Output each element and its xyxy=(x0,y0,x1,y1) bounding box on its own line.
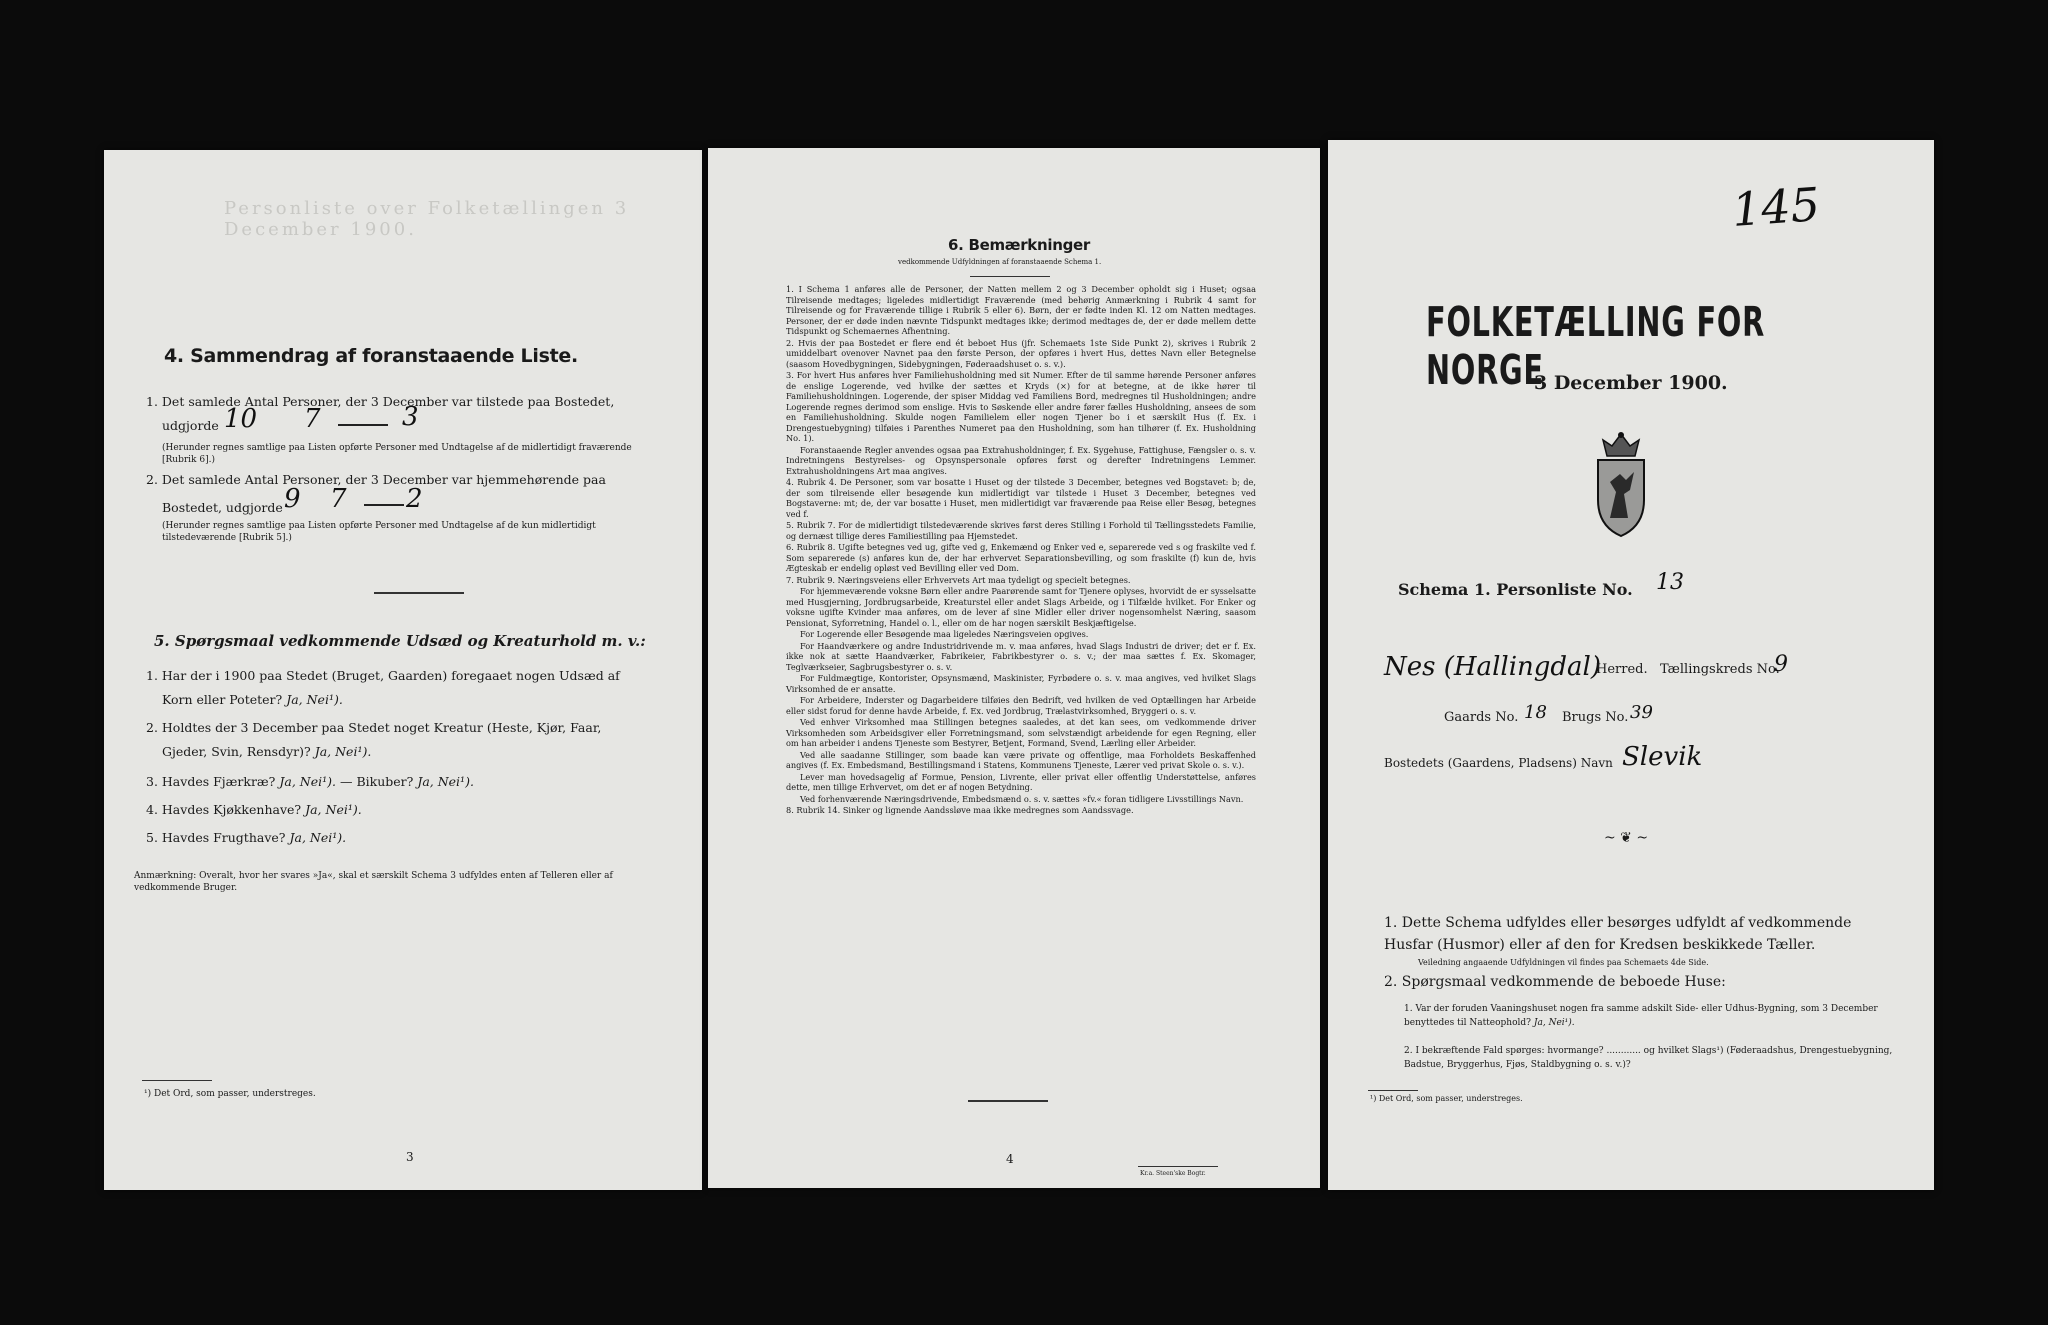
remark-paragraph: For Arbeidere, Inderster og Dagarbeidere tilføies den Bedrift, ved hvilken de ved Optællingen har Arbeide eller sidst forud for denne havde Arbeide, f. Ex. ved Jordbrug, Trælastvirksomhed, Bryggeri o. s. v. xyxy=(786,695,1256,716)
s5-q1-answer: Ja, Nei¹). xyxy=(286,692,343,707)
remark-paragraph: 6. Rubrik 8. Ugifte betegnes ved ug, gifte ved g, Enkemænd og Enker ved e, separerede ved s og fraskilte ved f. Som separerede (s) anføres kun de, der har erhvervet Separationsbevilling, og som fraskilte (f) kun de, hvis Ægteskab er endelig opløst ved Bevilling eller ved Dom. xyxy=(786,542,1256,573)
remark-paragraph: Lever man hovedsagelig af Formue, Pension, Livrente, eller privat eller offentlig Understøttelse, anføres dette, men tillige Erhvervet, om det er af nogen Betydning. xyxy=(786,771,1256,792)
section-5-title: 5. Spørgsmaal vedkommende Udsæd og Kreaturhold m. v.: xyxy=(154,632,646,650)
bosted-label: Bostedets (Gaardens, Pladsens) Navn xyxy=(1384,756,1613,770)
q2-text-a: 2. Det samlede Antal Personer, der 3 December var hjemmehørende paa xyxy=(146,472,606,487)
s5-q4-answer: Ja, Nei¹). xyxy=(305,802,362,817)
bosted-value: Slevik xyxy=(1622,742,1703,772)
brugs-label: Brugs No. xyxy=(1562,710,1629,725)
remark-paragraph: For Fuldmægtige, Kontorister, Opsynsmænd, Maskinister, Fyrbødere o. s. v. maa angives, ved hvilket Slags Virksomhed de er ansatte. xyxy=(786,673,1256,694)
handwritten-dash xyxy=(338,424,388,426)
section-4-title: 4. Sammendrag af foranstaaende Liste. xyxy=(164,345,578,367)
s5-q3-text: 3. Havdes Fjærkræ? xyxy=(146,774,276,789)
ghost-heading: Personliste over Folketællingen 3 December 1900. xyxy=(224,198,630,240)
page-4 xyxy=(708,148,1320,1188)
q1-value-total: 10 xyxy=(224,404,258,434)
remark-paragraph: 2. Hvis der paa Bostedet er flere end ét beboet Hus (jfr. Schemaets 1ste Side Punkt 2), skrives i Rubrik 2 umiddelbart ovenover Navnet paa den første Person, der opføres i hvert Hus, dettes Navn eller Betegnelse (saasom Hovedbygningen, Sidebygningen, Føderaadshuset o. s. v.). xyxy=(786,337,1256,369)
s5-q4-text: 4. Havdes Kjøkkenhave? xyxy=(146,802,302,817)
instruction-1-note: Veiledning angaaende Udfyldningen vil findes paa Schemaets 4de Side. xyxy=(1418,958,1709,967)
q1-note: (Herunder regnes samtlige paa Listen opførte Personer med Undtagelse af de midlertidigt fraværende [Rubrik 6].) xyxy=(162,443,632,466)
q2-value-men: 7 xyxy=(330,484,347,514)
s5-q2b xyxy=(162,740,371,764)
s5-q5-text: 5. Havdes Frugthave? xyxy=(146,830,286,845)
instruction-2-q1-answer: Ja, Nei¹). xyxy=(1533,1018,1575,1029)
s5-q4 xyxy=(146,798,362,822)
remark-paragraph: 5. Rubrik 7. For de midlertidigt tilstedeværende skrives først deres Stilling i Forhold til Tællingsstedets Familie, og dernæst tillige deres Familiestilling paa Hjemstedet. xyxy=(786,520,1256,541)
divider xyxy=(968,1100,1048,1102)
s5-q2-answer: Ja, Nei¹). xyxy=(314,744,372,759)
s5-q5 xyxy=(146,826,346,850)
remark-paragraph: 7. Rubrik 9. Næringsveiens eller Erhvervets Art maa tydeligt og specielt betegnes. xyxy=(786,574,1131,585)
q1-udgjorde: udgjorde xyxy=(162,418,219,433)
printer-rule xyxy=(1138,1166,1218,1167)
q1-value-women: 3 xyxy=(402,402,419,432)
ornament-icon: ~ ❦ ~ xyxy=(1604,830,1649,846)
remark-paragraph: Ved enhver Virksomhed maa Stillingen betegnes saaledes, at det kan sees, om vedkommende driver Virksomheden som Arbeidsgiver eller Forretningsmand, som selvstændigt arbeidende for egen Regning, eller om han arbeider i andens Tjeneste som Bestyrer, Betjent, Formand, Svend, Lærling eller Arbeider. xyxy=(786,717,1256,748)
s5-q2a: 2. Holdtes der 3 December paa Stedet noget Kreatur (Heste, Kjør, Faar, xyxy=(146,720,602,735)
schema-number: 13 xyxy=(1656,570,1684,595)
s5-q3-answer: Ja, Nei¹). xyxy=(279,774,336,789)
remark-paragraph: 8. Rubrik 14. Sinker og lignende Aandssløve maa ikke medregnes som Aandssvage. xyxy=(786,805,1134,815)
kreds-number: 9 xyxy=(1774,652,1788,677)
remark-paragraph: 4. Rubrik 4. De Personer, som var bosatte i Huset og der tilstede 3 December, betegnes ved Bogstavet: b; de, der som tilreisende eller besøgende kun midlertidigt var tilstede i Huset 3 December, betegnes ved Bogstaverne: mt; de, der var bosatte i Huset, men midlertidigt var fraværende paa Reise eller Besøg, betegnes ved f. xyxy=(786,477,1256,519)
handwritten-dash xyxy=(364,504,404,506)
s5-q1b xyxy=(162,688,343,712)
q2-note: (Herunder regnes samtlige paa Listen opførte Personer med Undtagelse af de kun midlertidigt tilstedeværende [Rubrik 5].) xyxy=(162,521,596,544)
footnote-rule xyxy=(142,1080,212,1081)
s5-q1b-text: Korn eller Poteter? xyxy=(162,692,283,707)
remark-paragraph: 1. I Schema 1 anføres alle de Personer, der Natten mellem 2 og 3 December opholdt sig i Huset; ogsaa Tilreisende medtages; ligeledes midlertidigt Fraværende (med behørig Anmærkning i Rubrik 4 samt for Tilreisende og for Fraværende tillige i Rubrik 5 eller 6). Børn, der er fødte inden Kl. 12 om Natten medtages. Personer, der er døde inden nævnte Tidspunkt medtages ikke; derimod medtages de, der er døde mellem dette Tidspunkt og Schemaernes Afhentning. xyxy=(786,284,1256,336)
instruction-2-q2: 2. I bekræftende Fald spørges: hvormange? ............ og hvilket Slags¹) (Føderaadshus, Drengestuebygning, Badstue, Bryggerhus, Fjøs, Staldbygning o. s. v.)? xyxy=(1404,1046,1893,1071)
remarks-subtitle: vedkommende Udfyldningen af foranstaaende Schema 1. xyxy=(898,258,1102,266)
s5-q5-answer: Ja, Nei¹). xyxy=(289,830,347,845)
herred-label: Herred. xyxy=(1596,662,1648,677)
s5-q2b-text: Gjeder, Svin, Rensdyr)? xyxy=(162,744,311,759)
form-title: FOLKETÆLLING FOR NORGE xyxy=(1426,298,1766,394)
gaards-label: Gaards No. xyxy=(1444,710,1519,725)
remark-paragraph: Ved alle saadanne Stillinger, som baade kan være private og offentlige, maa Forholdets Beskaffenhed angives (f. Ex. Embedsmand, Bestillingsmand i Statens, Kommunens Tjeneste, Lærer ved privat Skole o. s. v.). xyxy=(786,749,1256,770)
instruction-2-q1 xyxy=(1404,1002,1904,1031)
q2-value-women: 2 xyxy=(406,484,423,514)
remark-paragraph: 3. For hvert Hus anføres hver Familiehusholdning med sit Numer. Efter de til samme hørende Personer anføres de enslige Logerende, ved hvilke der sættes et Kryds (×) for at betegne, at de ikke hører til Familiehusholdningen. Logerende, der spiser Middag ved Familiens Bord, medregnes til Husholdningen; andre Logerende regnes derimod som enslige. Hvis to Søskende eller andre fører fælles Husholdning, ansees de som en Familiehusholdning. Skulde nogen Familielem eller nogen Tjener bo i et særskilt Hus (f. Ex. i Drengestuebygning) tilføies i Parenthes Numeret paa den Husholdning, som han tilhører (f. Ex. Husholdning No. 1). xyxy=(786,370,1256,443)
footnote: ¹) Det Ord, som passer, understreges. xyxy=(1370,1094,1523,1103)
remark-paragraph: For hjemmeværende voksne Børn eller andre Paarørende samt for Tjenere oplyses, hvorvidt de er sysselsatte med Husgjerning, Jordbrugsarbeide, Kreaturstel eller andet Slags Arbeide, og i Tilfælde hvilket. For Enker og voksne ugifte Kvinder maa anføres, om de lever af sine Midler eller driver nogensomhelst Næring, saasom Pensionat, Syforretning, Handel o. l., eller om de har nogen særskilt Beskjæftigelse. xyxy=(786,586,1256,628)
remark-paragraph: Foranstaaende Regler anvendes ogsaa paa Extrahusholdninger, f. Ex. Sygehuse, Fattighuse, Fængsler o. s. v. Indretningens Bestyrelses- og Opsynspersonale opføres først og derefter Indretningens Lemmer. Extrahusholdningens Art maa angives. xyxy=(786,444,1256,476)
remark-paragraph: For Haandværkere og andre Industridrivende m. v. maa anføres, hvad Slags Industri de driver; det er f. Ex. ikke nok at sætte Haandværker, Fabrikeier, Fabrikbestyrer o. s. v.; der maa sættes f. Ex. Skomager, Teglværkseier, Sagbrugsbestyrer o. s. v. xyxy=(786,640,1256,672)
q1-value-men: 7 xyxy=(304,404,321,434)
page-number: 3 xyxy=(406,1150,414,1164)
footnote: ¹) Det Ord, som passer, understreges. xyxy=(144,1089,316,1099)
remark-paragraph: For Logerende eller Besøgende maa ligeledes Næringsveien opgives. xyxy=(800,629,1089,639)
divider xyxy=(970,276,1050,277)
s5-q3 xyxy=(146,770,474,794)
kreds-label: Tællingskreds No. xyxy=(1660,662,1780,677)
printer-mark: Kr.a. Steen'ske Bogtr. xyxy=(1140,1170,1206,1177)
q1-text-a: 1. Det samlede Antal Personer, der 3 December var tilstede paa Bostedet, xyxy=(146,394,615,409)
s5-q1a: 1. Har der i 1900 paa Stedet (Bruget, Gaarden) foregaaet nogen Udsæd af xyxy=(146,668,620,683)
instruction-2: 2. Spørgsmaal vedkommende de beboede Huse: xyxy=(1384,974,1726,990)
form-date: 3 December 1900. xyxy=(1534,372,1728,394)
page-number: 4 xyxy=(1006,1152,1014,1166)
remarks-body xyxy=(786,284,1256,817)
footnote-rule xyxy=(1368,1090,1418,1091)
page-3 xyxy=(104,150,702,1190)
page-1 xyxy=(1328,140,1934,1190)
instruction-2-q1-text: 1. Var der foruden Vaaningshuset nogen fra samme adskilt Side- eller Udhus-Bygning, som 3 December benyttedes til Natteophold? xyxy=(1404,1004,1878,1029)
gaards-number: 18 xyxy=(1524,702,1547,723)
remarks-title: 6. Bemærkninger xyxy=(948,236,1090,254)
coat-of-arms-icon xyxy=(1590,430,1652,540)
brugs-number: 39 xyxy=(1630,702,1653,723)
anmerkning: Anmærkning: Overalt, hvor her svares »Ja«, skal et særskilt Schema 3 udfyldes enten af Telleren eller af vedkommende Bruger. xyxy=(134,871,613,894)
stamp-number: 145 xyxy=(1730,177,1822,237)
schema-label: Schema 1. Personliste No. xyxy=(1398,580,1633,599)
q2-text-b: Bostedet, udgjorde xyxy=(162,500,283,515)
q2-value-total: 9 xyxy=(284,484,301,514)
herred-value: Nes (Hallingdal) xyxy=(1384,652,1602,682)
s5-q3b-text: — Bikuber? xyxy=(339,774,414,789)
remark-paragraph: Ved forhenværende Næringsdrivende, Embedsmænd o. s. v. sættes »fv.« foran tidligere Livsstillings Navn. xyxy=(800,793,1244,804)
s5-q3b-answer: Ja, Nei¹). xyxy=(417,774,474,789)
instruction-1: 1. Dette Schema udfyldes eller besørges udfyldt af vedkommende Husfar (Husmor) eller af den for Kredsen beskikkede Tæller. xyxy=(1384,915,1852,954)
divider xyxy=(374,592,464,594)
